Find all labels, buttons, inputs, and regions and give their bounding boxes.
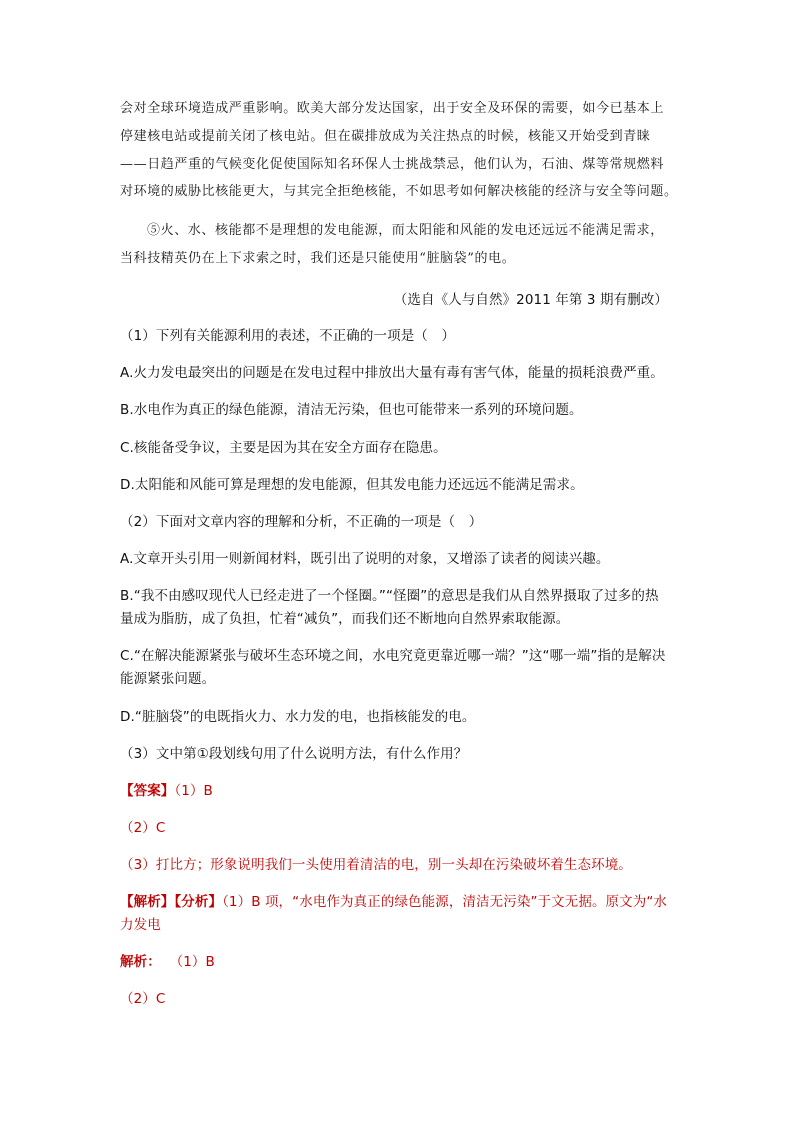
analysis-line-2: 力发电	[120, 917, 161, 933]
question-2-stem: （2）下面对文章内容的理解和分析，不正确的一项是（ ）	[120, 514, 483, 530]
question-2-option-b: B.“我不由感叹现代人已经走进了一个怪圈。”“怪圈”的意思是我们从自然界摄取了过多的热	[120, 588, 659, 604]
question-3-stem: （3）文中第①段划线句用了什么说明方法，有什么作用？	[120, 746, 468, 762]
passage-line: 当科技精英仍在上下求索之时，我们还是只能使用“脏脑袋”的电。	[120, 251, 516, 266]
passage-line: 对环境的威胁比核能更大，与其完全拒绝核能，不如思考如何解决核能的经济与安全等问题。	[120, 184, 678, 199]
passage-line: 停建核电站或提前关闭了核电站。但在碳排放成为关注热点的时候，核能又开始受到青睐	[120, 129, 651, 144]
analysis-line-1	[120, 890, 667, 910]
answer-1: （1）B	[174, 783, 213, 799]
answer-3: （3）打比方；形象说明我们一头使用着清洁的电，别一头却在污染破坏着生态环境。	[120, 857, 632, 873]
analysis-text: （1）B 项，“水电作为真正的绿色能源，清洁无污染”于文无据。原文为“水	[222, 894, 668, 910]
explain-label: 解析：	[120, 954, 161, 970]
question-1-option-a: A.火力发电最突出的问题是在发电过程中排放出大量有毒有害气体，能量的损耗浪费严重。	[120, 365, 664, 381]
source-citation: （选自《人与自然》2011 年第 3 期有删改）	[393, 292, 668, 308]
analysis-tag: 【解析】【分析】	[120, 894, 223, 910]
answer-tag: 【答案】	[120, 783, 175, 799]
explain-1: （1）B	[169, 954, 215, 970]
explain-2: （2）C	[120, 991, 166, 1007]
question-2-option-d: D.“脏脑袋”的电既指火力、水力发的电，也指核能发的电。	[120, 709, 476, 725]
passage-line: 会对全球环境造成严重影响。欧美大部分发达国家，出于安全及环保的需要，如今已基本上	[120, 101, 665, 116]
question-2-option-a: A.文章开头引用一则新闻材料，既引出了说明的对象，又增添了读者的阅读兴趣。	[120, 551, 610, 567]
question-1-option-b: B.水电作为真正的绿色能源，清洁无污染，但也可能带来一系列的环境问题。	[120, 402, 583, 418]
answer-2: （2）C	[120, 820, 166, 836]
question-2-option-b-cont: 量成为脂肪，成了负担，忙着“减负”，而我们还不断地向自然界索取能源。	[120, 611, 570, 627]
answer-line-1	[120, 779, 213, 799]
question-2-option-c: C.“在解决能源紧张与破坏生态环境之间，水电究竟更靠近哪一端？”这“哪一端”指的是解决	[120, 648, 666, 664]
passage-line: ⑤火、水、核能都不是理想的发电能源，而太阳能和风能的发电还远远不能满足需求，	[147, 223, 664, 238]
passage-line: ——日趋严重的气候变化促使国际知名环保人士挑战禁忌，他们认为，石油、煤等常规燃料	[120, 157, 665, 172]
question-2-option-c-cont: 能源紧张问题。	[120, 671, 216, 687]
question-1-option-d: D.太阳能和风能可算是理想的发电能源，但其发电能力还远远不能满足需求。	[120, 477, 584, 493]
question-1-stem: （1）下列有关能源利用的表述，不正确的一项是（ ）	[120, 328, 456, 344]
explain-line-1	[120, 950, 215, 970]
question-1-option-c: C.核能备受争议，主要是因为其在安全方面存在隐患。	[120, 440, 447, 456]
